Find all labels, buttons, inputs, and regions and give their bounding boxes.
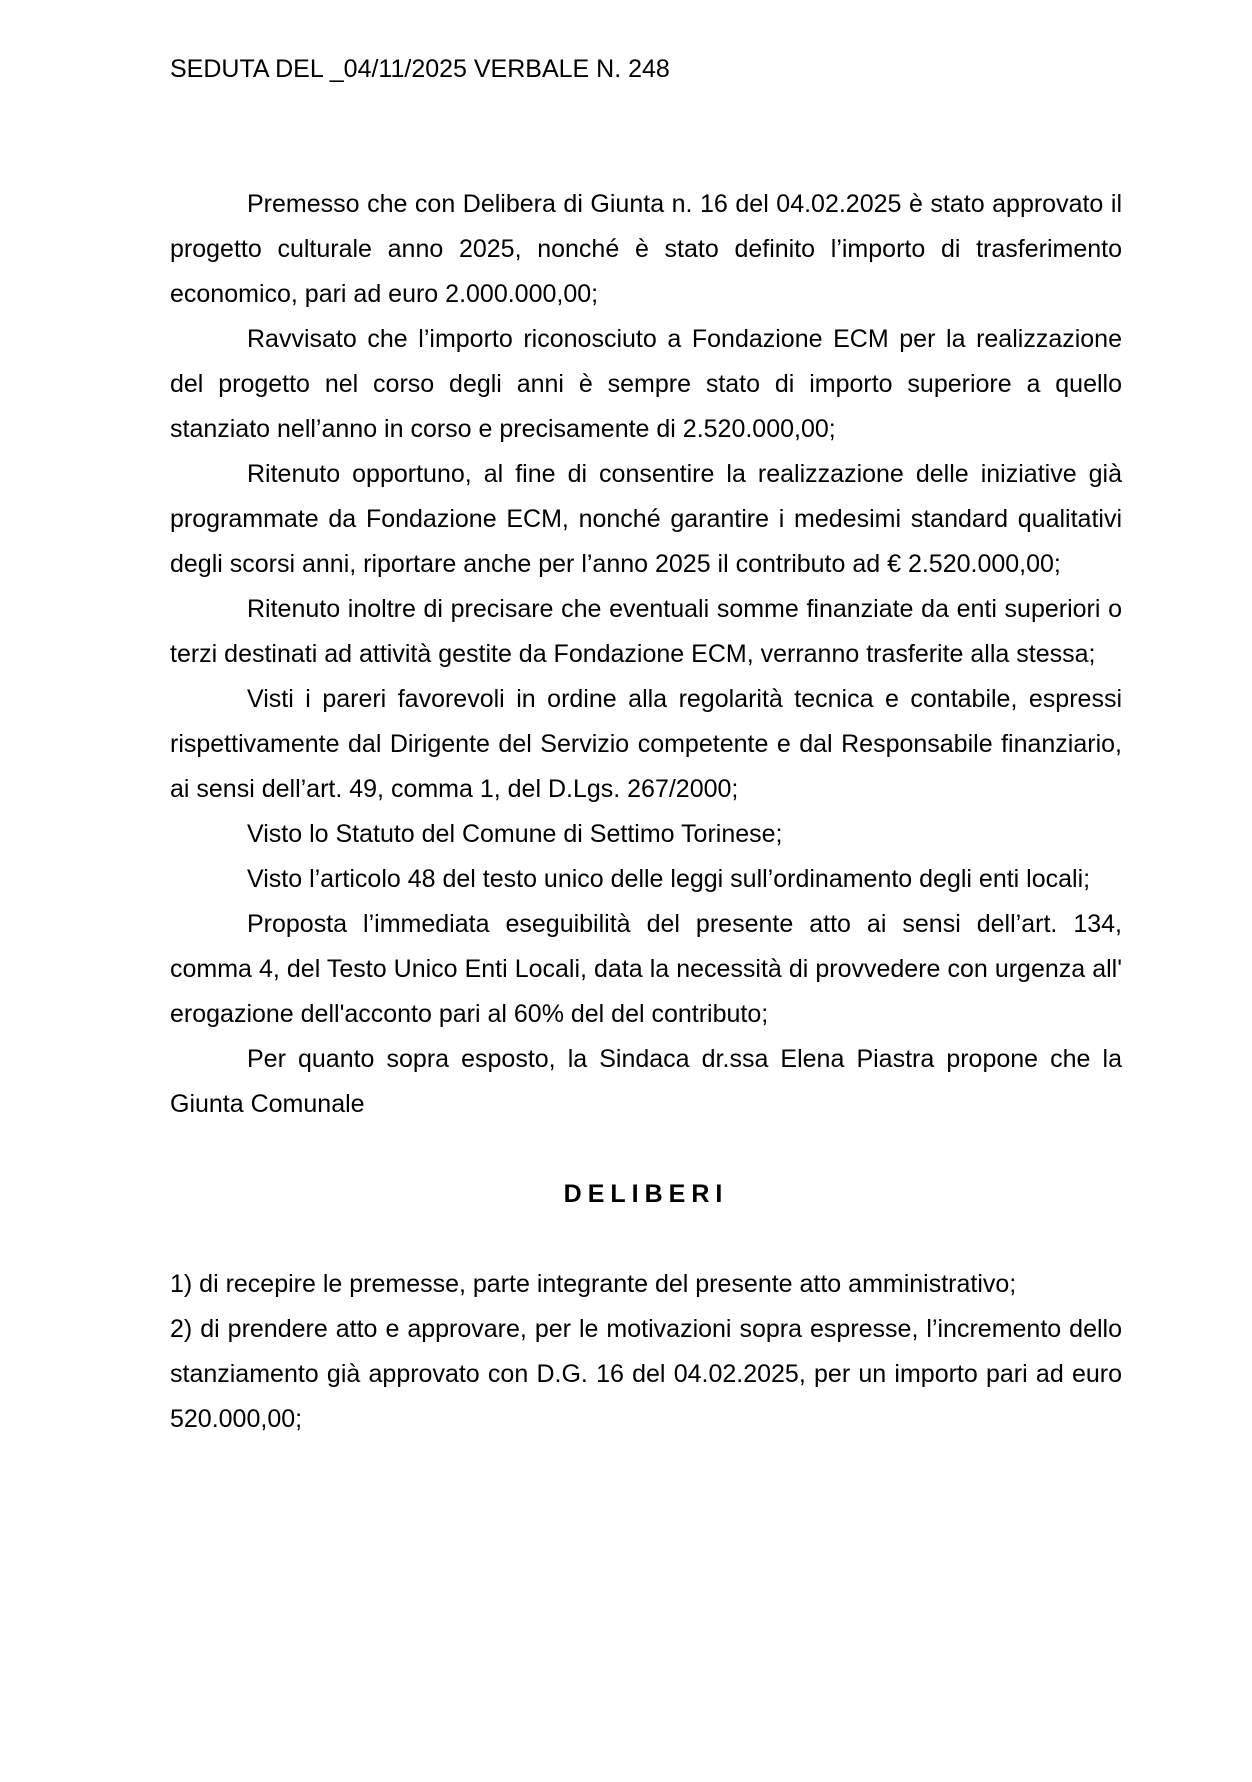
deliberi-heading: DELIBERI [563, 1180, 729, 1208]
document-content [170, 47, 1122, 1442]
session-header: SEDUTA DEL _04/11/2025 VERBALE N. 248 [170, 55, 670, 83]
ritenuto-opportuno-paragraph: Ritenuto opportuno, al fine di consentire la realizzazione delle iniziative già programmate da Fondazione ECM, nonché garantire i medesimi standard qualitativi degli scorsi anni, riportare anche per l’anno 2025 il contributo ad € 2.520.000,00; [170, 460, 1122, 578]
premise-paragraph: Premesso che con Delibera di Giunta n. 16 del 04.02.2025 è stato approvato il progetto culturale anno 2025, nonché è stato definito l’importo di trasferimento economico, pari ad euro 2.000.000,00; [170, 190, 1122, 308]
visti-pareri-paragraph: Visti i pareri favorevoli in ordine alla regolarità tecnica e contabile, espressi rispettivamente dal Dirigente del Servizio competente e dal Responsabile finanziario, ai sensi dell’art. 49, comma 1, del D.Lgs. 267/2000; [170, 685, 1122, 803]
resolution-item-2: 2) di prendere atto e approvare, per le motivazioni sopra espresse, l’incremento dello stanziamento già approvato con D.G. 16 del 04.02.2025, per un importo pari ad euro 520.000,00; [170, 1315, 1122, 1433]
visto-articolo-paragraph: Visto l’articolo 48 del testo unico delle leggi sull’ordinamento degli enti locali; [247, 865, 1091, 893]
ritenuto-inoltre-paragraph: Ritenuto inoltre di precisare che eventuali somme finanziate da enti superiori o terzi destinati ad attività gestite da Fondazione ECM, verranno trasferite alla stessa; [170, 595, 1122, 668]
resolution-item-1: 1) di recepire le premesse, parte integrante del presente atto amministrativo; [170, 1270, 1017, 1298]
visto-statuto-paragraph: Visto lo Statuto del Comune di Settimo Torinese; [247, 820, 783, 848]
proponente-paragraph: Per quanto sopra esposto, la Sindaca dr.ssa Elena Piastra propone che la Giunta Comunale [170, 1045, 1122, 1118]
ravvisato-paragraph: Ravvisato che l’importo riconosciuto a Fondazione ECM per la realizzazione del progetto nel corso degli anni è sempre stato di importo superiore a quello stanziato nell’anno in corso e precisamente di 2.520.000,00; [170, 325, 1122, 443]
document-body [170, 182, 1122, 1442]
proposta-eseguibilita-paragraph: Proposta l’immediata eseguibilità del presente atto ai sensi dell’art. 134, comma 4, del Testo Unico Enti Locali, data la necessità di provvedere con urgenza all' erogazione dell'acconto pari al 60% del del contributo; [170, 910, 1122, 1028]
